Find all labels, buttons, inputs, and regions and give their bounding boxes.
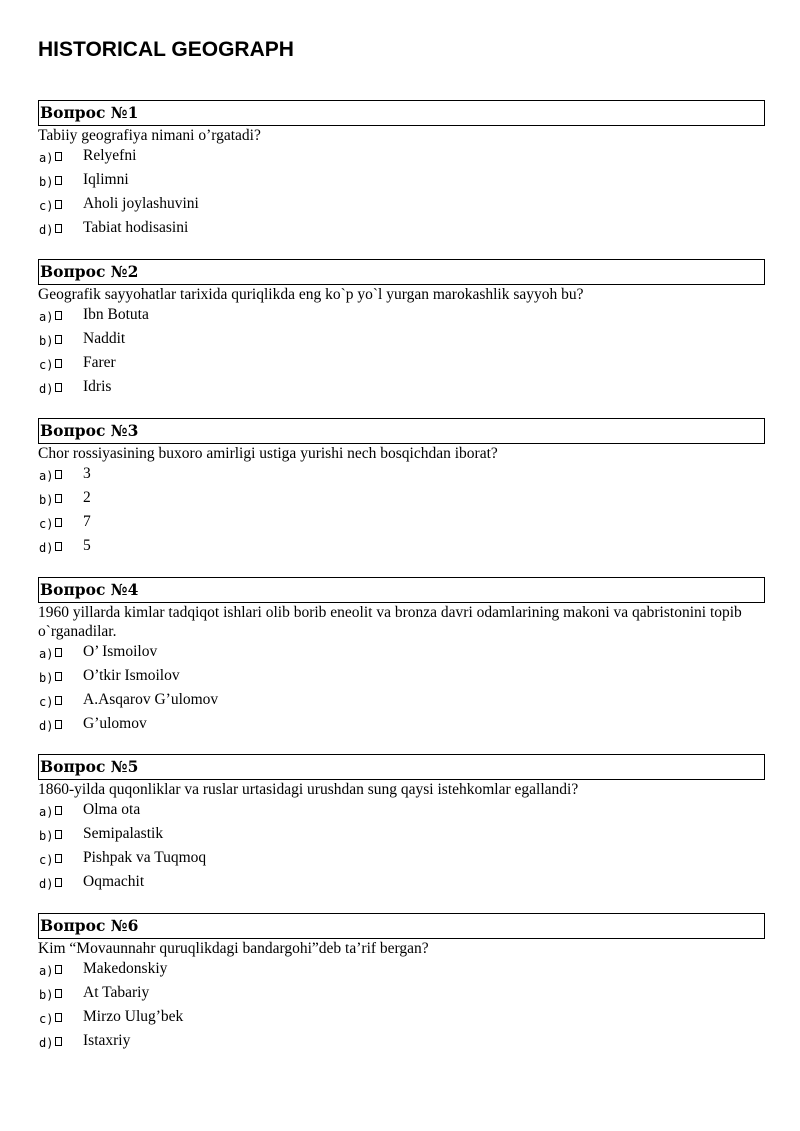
answer-option[interactable]: [38, 959, 765, 983]
answer-option[interactable]: [38, 146, 765, 170]
checkbox-icon[interactable]: [55, 542, 62, 551]
checkbox-icon[interactable]: [55, 1013, 62, 1022]
option-marker: b): [39, 493, 54, 507]
answer-option[interactable]: [38, 690, 765, 714]
answer-option[interactable]: [38, 848, 765, 872]
option-text: G’ulomov: [83, 715, 147, 732]
answer-option[interactable]: [38, 194, 765, 218]
question-text: Chor rossiyasining buxoro amirligi ustiga yurishi nech bosqichdan iborat?: [38, 445, 498, 462]
answer-options: [38, 146, 765, 242]
option-text: 7: [83, 513, 91, 530]
option-marker: b): [39, 829, 54, 843]
answer-option[interactable]: [38, 983, 765, 1007]
checkbox-icon[interactable]: [55, 965, 62, 974]
question-header: Вопрос №4: [38, 577, 765, 603]
option-text: Istaxriy: [83, 1032, 131, 1049]
option-marker: c): [39, 853, 54, 867]
option-text: Ibn Botuta: [83, 306, 149, 323]
answer-option[interactable]: [38, 464, 765, 488]
answer-option[interactable]: [38, 824, 765, 848]
option-text: O’ Ismoilov: [83, 643, 158, 660]
checkbox-icon[interactable]: [55, 854, 62, 863]
question-header: Вопрос №6: [38, 913, 765, 939]
checkbox-icon[interactable]: [55, 470, 62, 479]
question-block: [38, 577, 765, 738]
option-text: At Tabariy: [83, 984, 150, 1001]
checkbox-icon[interactable]: [55, 878, 62, 887]
option-text: 3: [83, 465, 91, 482]
option-marker: a): [39, 469, 54, 483]
option-text: Olma ota: [83, 801, 141, 818]
option-marker: d): [39, 1036, 54, 1050]
option-marker: a): [39, 964, 54, 978]
question-text: 1960 yillarda kimlar tadqiqot ishlari olib borib eneolit va bronza davri odamlarining makoni va qabristonini topib o`rganadilar.: [38, 604, 742, 640]
option-marker: b): [39, 988, 54, 1002]
checkbox-icon[interactable]: [55, 383, 62, 392]
option-text: Mirzo Ulug’bek: [83, 1008, 184, 1025]
question-block: [38, 100, 765, 242]
option-text: Naddit: [83, 330, 126, 347]
option-marker: c): [39, 199, 54, 213]
answer-option[interactable]: [38, 800, 765, 824]
answer-options: [38, 305, 765, 401]
option-marker: c): [39, 1012, 54, 1026]
question-header: Вопрос №1: [38, 100, 765, 126]
question-header: Вопрос №5: [38, 754, 765, 780]
checkbox-icon[interactable]: [55, 806, 62, 815]
option-marker: a): [39, 805, 54, 819]
answer-option[interactable]: [38, 488, 765, 512]
answer-option[interactable]: [38, 305, 765, 329]
option-text: Pishpak va Tuqmoq: [83, 849, 207, 866]
option-marker: c): [39, 517, 54, 531]
answer-option[interactable]: [38, 1031, 765, 1055]
checkbox-icon[interactable]: [55, 311, 62, 320]
checkbox-icon[interactable]: [55, 1037, 62, 1046]
option-marker: a): [39, 151, 54, 165]
checkbox-icon[interactable]: [55, 696, 62, 705]
option-text: Makedonskiy: [83, 960, 168, 977]
checkbox-icon[interactable]: [55, 359, 62, 368]
option-marker: d): [39, 541, 54, 555]
question-block: [38, 418, 765, 560]
checkbox-icon[interactable]: [55, 494, 62, 503]
answer-option[interactable]: [38, 666, 765, 690]
answer-option[interactable]: [38, 377, 765, 401]
answer-options: [38, 800, 765, 896]
checkbox-icon[interactable]: [55, 518, 62, 527]
answer-option[interactable]: [38, 642, 765, 666]
option-text: Idris: [83, 378, 112, 395]
answer-option[interactable]: [38, 353, 765, 377]
checkbox-icon[interactable]: [55, 335, 62, 344]
answer-option[interactable]: [38, 170, 765, 194]
question-block: [38, 913, 765, 1055]
option-marker: a): [39, 647, 54, 661]
option-text: Farer: [83, 354, 116, 371]
option-text: Oqmachit: [83, 873, 145, 890]
option-marker: c): [39, 695, 54, 709]
option-text: Aholi joylashuvini: [83, 195, 199, 212]
option-text: Tabiat hodisasini: [83, 219, 189, 236]
checkbox-icon[interactable]: [55, 200, 62, 209]
option-marker: c): [39, 358, 54, 372]
question-header: Вопрос №3: [38, 418, 765, 444]
option-marker: d): [39, 382, 54, 396]
option-marker: b): [39, 334, 54, 348]
answer-options: [38, 959, 765, 1055]
option-marker: d): [39, 223, 54, 237]
checkbox-icon[interactable]: [55, 830, 62, 839]
option-text: 5: [83, 537, 91, 554]
option-text: Semipalastik: [83, 825, 164, 842]
option-text: O’tkir Ismoilov: [83, 667, 180, 684]
option-marker: d): [39, 719, 54, 733]
option-marker: b): [39, 671, 54, 685]
question-block: [38, 259, 765, 401]
answer-option[interactable]: [38, 872, 765, 896]
option-text: 2: [83, 489, 91, 506]
checkbox-icon[interactable]: [55, 176, 62, 185]
checkbox-icon[interactable]: [55, 720, 62, 729]
question-block: [38, 754, 765, 896]
checkbox-icon[interactable]: [55, 672, 62, 681]
option-text: Relyefni: [83, 147, 137, 164]
answer-option[interactable]: [38, 512, 765, 536]
answer-option[interactable]: [38, 218, 765, 242]
answer-option[interactable]: [38, 536, 765, 560]
option-marker: b): [39, 175, 54, 189]
answer-options: [38, 464, 765, 560]
answer-option[interactable]: [38, 329, 765, 353]
checkbox-icon[interactable]: [55, 989, 62, 998]
answer-option[interactable]: [38, 1007, 765, 1031]
question-header: Вопрос №2: [38, 259, 765, 285]
document-title: HISTORICAL GEOGRAPH: [38, 38, 294, 61]
checkbox-icon[interactable]: [55, 152, 62, 161]
option-text: Iqlimni: [83, 171, 129, 188]
question-text: Geografik sayyohatlar tarixida quriqlikda eng ko`p yo`l yurgan marokashlik sayyoh bu?: [38, 286, 584, 303]
answer-options: [38, 642, 765, 738]
option-text: A.Asqarov G’ulomov: [83, 691, 219, 708]
question-text: Tabiiy geografiya nimani o’rgatadi?: [38, 127, 261, 144]
checkbox-icon[interactable]: [55, 224, 62, 233]
option-marker: a): [39, 310, 54, 324]
answer-option[interactable]: [38, 714, 765, 738]
checkbox-icon[interactable]: [55, 648, 62, 657]
question-text: 1860-yilda quqonliklar va ruslar urtasidagi urushdan sung qaysi istehkomlar egallandi?: [38, 781, 579, 798]
question-text: Kim “Movaunnahr quruqlikdagi bandargohi”deb ta’rif bergan?: [38, 940, 429, 957]
option-marker: d): [39, 877, 54, 891]
